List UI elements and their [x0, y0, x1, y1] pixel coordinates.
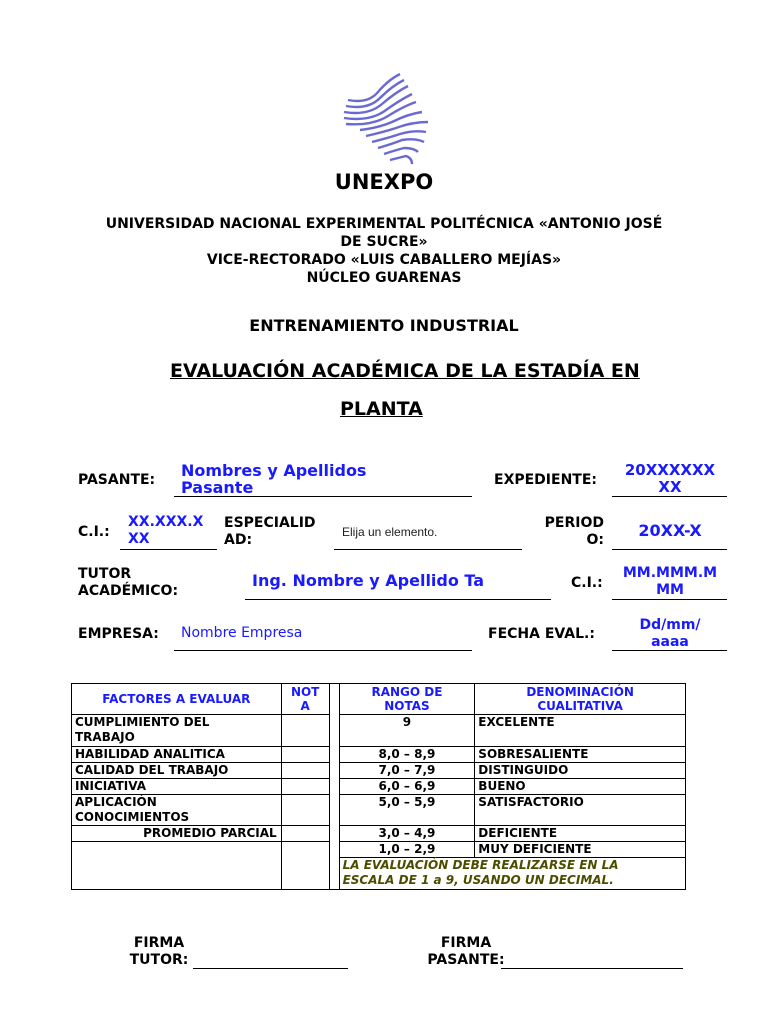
factor-cell — [72, 715, 282, 747]
tutor-label-line-1: TUTOR — [78, 566, 132, 582]
rango-cell: 5,0 – 5,9 — [339, 795, 475, 826]
tutor-ci-underline — [612, 599, 727, 600]
header-factores: FACTORES A EVALUAR — [72, 684, 282, 715]
table-row — [72, 715, 686, 747]
especialidad-underline — [334, 549, 522, 550]
denominacion-cell: DEFICIENTE — [475, 826, 686, 842]
factor-cell: CALIDAD DEL TRABAJO — [72, 763, 282, 779]
header-denom-line-2: CUALITATIVA — [537, 699, 623, 713]
nota-input-cell[interactable] — [281, 795, 329, 826]
document-title-line-2: PLANTA — [340, 398, 423, 420]
denominacion-cell: EXCELENTE — [475, 715, 686, 747]
denominacion-cell: SATISFACTORIO — [475, 795, 686, 826]
factor-line-1: CUMPLIMIENTO DEL — [75, 715, 210, 729]
especialidad-dropdown[interactable]: Elija un elemento. — [342, 525, 438, 539]
empty-cell — [281, 842, 329, 890]
empresa-label: EMPRESA: — [78, 626, 159, 642]
factor-cell: HABILIDAD ANALITICA — [72, 747, 282, 763]
expediente-underline — [612, 496, 727, 497]
table-row — [72, 779, 686, 795]
empresa-field[interactable]: Nombre Empresa — [181, 625, 303, 641]
header-rango-line-2: NOTAS — [384, 699, 430, 713]
firma-tutor-line-2: TUTOR: — [129, 952, 189, 968]
ci-field[interactable] — [128, 514, 203, 548]
header-denominacion — [475, 684, 686, 715]
header-nota-line-2: A — [300, 699, 310, 713]
evaluation-note — [339, 858, 685, 890]
factor-line-2: TRABAJO — [75, 730, 135, 744]
especialidad-label-line-1: ESPECIALID — [224, 515, 316, 531]
ci-value-line-1: XX.XXX.X — [128, 514, 204, 530]
university-header — [70, 215, 698, 287]
brand-name: UNEXPO — [334, 170, 434, 194]
header-rango — [339, 684, 475, 715]
empty-cell — [72, 842, 282, 890]
table-row — [72, 842, 686, 858]
periodo-label — [542, 515, 604, 549]
pasante-underline — [174, 496, 472, 497]
firma-pasante-label — [404, 935, 528, 969]
pasante-label: PASANTE: — [78, 472, 156, 488]
nota-input-cell[interactable] — [281, 715, 329, 747]
factor-cell — [72, 795, 282, 826]
tutor-underline — [245, 599, 551, 600]
header-nota — [281, 684, 329, 715]
table-header-row — [72, 684, 686, 715]
nota-input-cell[interactable] — [281, 779, 329, 795]
firma-tutor-line[interactable] — [193, 968, 348, 969]
denominacion-cell: BUENO — [475, 779, 686, 795]
university-line-4: NÚCLEO GUARENAS — [306, 270, 462, 286]
header-rango-line-1: RANGO DE — [371, 685, 443, 699]
periodo-field[interactable]: 20XX-X — [638, 521, 702, 540]
header-denom-line-1: DENOMINACIÓN — [526, 685, 634, 699]
ci-value-line-2: XX — [128, 531, 150, 547]
evaluation-table — [71, 683, 686, 890]
unexpo-logo — [338, 70, 434, 168]
fecha-field[interactable] — [612, 617, 728, 651]
promedio-input-cell[interactable] — [281, 826, 329, 842]
denominacion-cell: DISTINGUIDO — [475, 763, 686, 779]
header-nota-line-1: NOT — [290, 685, 320, 699]
ci-label: C.I.: — [78, 524, 110, 540]
promedio-label: PROMEDIO PARCIAL — [72, 826, 282, 842]
note-line-2: ESCALA DE 1 a 9, USANDO UN DECIMAL. — [342, 873, 614, 887]
especialidad-label — [224, 515, 316, 549]
firma-pasante-line-1: FIRMA — [440, 935, 492, 951]
table-row — [72, 763, 686, 779]
program-name: ENTRENAMIENTO INDUSTRIAL — [249, 316, 519, 335]
university-line-3: VICE-RECTORADO «LUIS CABALLERO MEJÍAS» — [206, 252, 562, 268]
rango-cell: 6,0 – 6,9 — [339, 779, 475, 795]
expediente-value-line-1: 20XXXXXX — [624, 461, 716, 479]
periodo-label-line-1: PERIOD — [544, 515, 604, 531]
especialidad-label-line-2: AD: — [224, 532, 253, 548]
periodo-underline — [612, 549, 727, 550]
promedio-row — [72, 826, 686, 842]
pasante-value-line-2: Pasante — [181, 478, 254, 497]
tutor-ci-value-line-2: MM — [656, 582, 684, 598]
rango-cell: 3,0 – 4,9 — [339, 826, 475, 842]
fecha-underline — [612, 650, 727, 651]
rango-cell: 9 — [339, 715, 475, 747]
university-line-1: UNIVERSIDAD NACIONAL EXPERIMENTAL POLITÉCNICA «ANTONIO JOSÉ — [105, 216, 663, 232]
firma-pasante-line-2: PASANTE: — [427, 952, 505, 968]
expediente-label: EXPEDIENTE: — [494, 472, 598, 488]
expediente-field[interactable] — [612, 462, 728, 496]
ci-underline — [120, 549, 217, 550]
firma-tutor-line-1: FIRMA — [133, 935, 185, 951]
tutor-ci-value-line-1: MM.MMM.M — [622, 565, 718, 581]
factor-line-1: APLICACIÓN — [75, 795, 157, 809]
table-row — [72, 795, 686, 826]
nota-input-cell[interactable] — [281, 747, 329, 763]
document-title-line-1: EVALUACIÓN ACADÉMICA DE LA ESTADÍA EN — [170, 360, 640, 382]
table-row — [72, 747, 686, 763]
rango-cell: 8,0 – 8,9 — [339, 747, 475, 763]
denominacion-cell: MUY DEFICIENTE — [475, 842, 686, 858]
factor-line-2: CONOCIMIENTOS — [75, 810, 190, 824]
tutor-field[interactable]: Ing. Nombre y Apellido Ta — [252, 571, 485, 590]
rango-cell: 7,0 – 7,9 — [339, 763, 475, 779]
nota-input-cell[interactable] — [281, 763, 329, 779]
expediente-value-line-2: XX — [658, 478, 682, 496]
column-separator — [329, 684, 339, 890]
rango-cell: 1,0 – 2,9 — [339, 842, 475, 858]
tutor-label — [78, 566, 178, 600]
tutor-ci-label: C.I.: — [571, 575, 603, 591]
university-line-2: DE SUCRE» — [340, 234, 428, 250]
denominacion-cell: SOBRESALIENTE — [475, 747, 686, 763]
empresa-underline — [174, 650, 472, 651]
tutor-ci-field[interactable] — [612, 565, 728, 599]
pasante-value-line-1: Nombres y Apellidos — [181, 461, 367, 480]
fecha-label: FECHA EVAL.: — [488, 626, 595, 642]
periodo-label-line-2: O: — [586, 532, 604, 548]
firma-pasante-line[interactable] — [501, 968, 683, 969]
tutor-label-line-2: ACADÉMICO: — [78, 583, 179, 599]
note-line-1: LA EVALUACIÓN DEBE REALIZARSE EN LA — [342, 858, 619, 872]
factor-cell: INICIATIVA — [72, 779, 282, 795]
fecha-value-line-2: aaaa — [651, 634, 689, 650]
pasante-field[interactable] — [181, 462, 366, 496]
fecha-value-line-1: Dd/mm/ — [639, 617, 701, 633]
firma-tutor-label — [116, 935, 202, 969]
